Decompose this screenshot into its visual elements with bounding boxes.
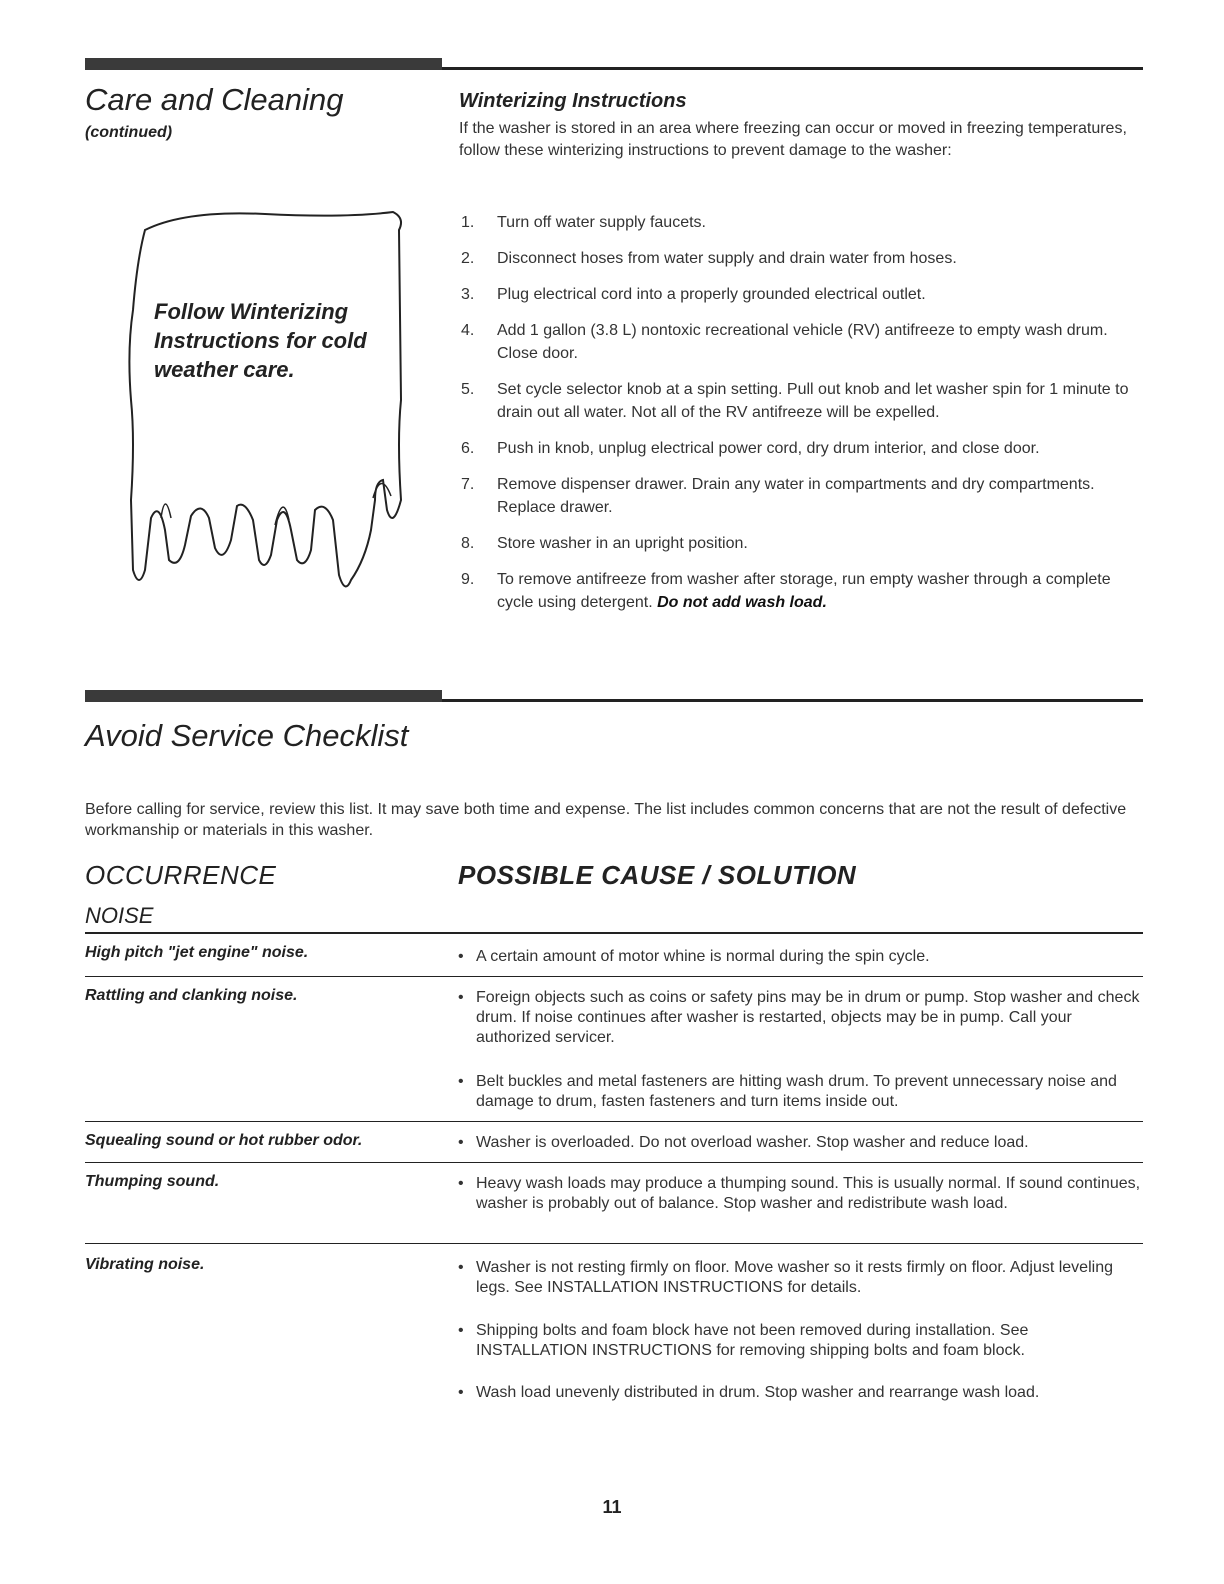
step-item <box>459 378 1139 424</box>
bullet-icon: • <box>458 1073 464 1090</box>
bullet-icon: • <box>458 948 464 965</box>
step-emphasis: Do not add wash load. <box>657 594 827 611</box>
occurrence-label: Vibrating noise. <box>85 1256 205 1273</box>
solution-text: Shipping bolts and foam block have not been removed during installation. See INSTALLATION INSTRUCTIONS for removing shipping bolts and foam block. <box>476 1322 1029 1359</box>
step-item <box>459 473 1139 519</box>
solution-text: Belt buckles and metal fasteners are hitting wash drum. To prevent unnecessary noise and damage to drum, fasten fasteners and turn items inside out. <box>476 1073 1117 1110</box>
solution-item <box>458 1174 1144 1214</box>
step-text: To remove antifreeze from washer after storage, run empty washer through a complete cycle using detergent. <box>497 571 1111 611</box>
step-number: 9. <box>461 571 475 588</box>
callout-text: Follow Winterizing Instructions for cold weather care. <box>154 299 367 382</box>
occurrence-label: High pitch "jet engine" noise. <box>85 944 309 961</box>
step-item <box>459 247 1139 270</box>
occurrence-label: Rattling and clanking noise. <box>85 987 298 1004</box>
solution-text: Washer is not resting firmly on floor. Move washer so it rests firmly on floor. Adjust leveling legs. See INSTALLATION INSTRUCTIONS for details. <box>476 1259 1113 1296</box>
care-subtitle: (continued) <box>85 124 173 141</box>
solution-item <box>458 1383 1144 1403</box>
section-rule-top <box>85 58 1143 70</box>
winterizing-steps <box>459 211 1139 627</box>
section-rule-checklist <box>85 690 1143 702</box>
column-header-solution: POSSIBLE CAUSE / SOLUTION <box>458 860 857 890</box>
solution-text: Washer is overloaded. Do not overload washer. Stop washer and reduce load. <box>476 1134 1029 1151</box>
solution-item <box>458 1321 1144 1361</box>
occurrence-label: Thumping sound. <box>85 1173 220 1190</box>
row-divider <box>85 1162 1143 1163</box>
solution-text: Wash load unevenly distributed in drum. Stop washer and rearrange wash load. <box>476 1384 1040 1401</box>
winterizing-heading: Winterizing Instructions <box>459 90 687 112</box>
row-divider <box>85 1243 1143 1244</box>
rule-bar <box>85 690 442 702</box>
step-number: 4. <box>461 322 475 339</box>
step-item <box>459 437 1139 460</box>
step-item <box>459 211 1139 234</box>
occurrence-label: Squealing sound or hot rubber odor. <box>85 1132 363 1149</box>
step-text: Remove dispenser drawer. Drain any water in compartments and dry compartments. Replace drawer. <box>497 476 1095 516</box>
step-item <box>459 283 1139 306</box>
checklist-intro: Before calling for service, review this list. It may save both time and expense. The list includes common concerns that are not the result of defective workmanship or materials in this washer. <box>85 801 1127 839</box>
solution-item <box>458 1133 1144 1153</box>
bullet-icon: • <box>458 1175 464 1192</box>
solution-text: Heavy wash loads may produce a thumping sound. This is usually normal. If sound continues, washer is probably out of balance. Stop washer and redistribute wash load. <box>476 1175 1141 1212</box>
solution-text: Foreign objects such as coins or safety pins may be in drum or pump. Stop washer and check drum. If noise continues after washer is restarted, objects may be in pump. Call your authorized servicer. <box>476 989 1140 1046</box>
bullet-icon: • <box>458 1384 464 1401</box>
bullet-icon: • <box>458 989 464 1006</box>
step-text: Add 1 gallon (3.8 L) nontoxic recreational vehicle (RV) antifreeze to empty wash drum. Close door. <box>497 322 1108 362</box>
solution-item <box>458 947 1144 967</box>
rule-line <box>442 699 1143 702</box>
bullet-icon: • <box>458 1259 464 1276</box>
row-divider <box>85 976 1143 977</box>
step-text: Plug electrical cord into a properly grounded electrical outlet. <box>497 286 926 303</box>
bullet-icon: • <box>458 1322 464 1339</box>
checklist-title: Avoid Service Checklist <box>85 718 409 753</box>
category-noise: NOISE <box>85 903 154 928</box>
row-divider <box>85 932 1143 934</box>
step-number: 3. <box>461 286 475 303</box>
step-item <box>459 568 1139 614</box>
step-item <box>459 319 1139 365</box>
solution-item <box>458 1072 1144 1112</box>
column-header-occurrence: OCCURRENCE <box>85 860 277 890</box>
winterizing-intro: If the washer is stored in an area where freezing can occur or moved in freezing temperatures, follow these winterizing instructions to prevent damage to the washer: <box>459 120 1127 159</box>
step-text: Turn off water supply faucets. <box>497 214 706 231</box>
step-number: 1. <box>461 214 475 231</box>
page-number: 11 <box>602 1497 622 1517</box>
step-text: Store washer in an upright position. <box>497 535 748 552</box>
icicle-callout-frame <box>125 200 410 610</box>
row-divider <box>85 1121 1143 1122</box>
solution-item <box>458 988 1144 1048</box>
solution-text: A certain amount of motor whine is normal during the spin cycle. <box>476 948 930 965</box>
step-number: 5. <box>461 381 475 398</box>
care-title: Care and Cleaning <box>85 82 344 117</box>
step-text: Set cycle selector knob at a spin setting. Pull out knob and let washer spin for 1 minute to drain out all water. Not all of the RV antifreeze will be expelled. <box>497 381 1129 421</box>
rule-line <box>442 67 1143 70</box>
step-number: 2. <box>461 250 475 267</box>
step-number: 7. <box>461 476 475 493</box>
step-item <box>459 532 1139 555</box>
step-number: 6. <box>461 440 475 457</box>
step-text: Push in knob, unplug electrical power cord, dry drum interior, and close door. <box>497 440 1040 457</box>
bullet-icon: • <box>458 1134 464 1151</box>
step-text: Disconnect hoses from water supply and drain water from hoses. <box>497 250 957 267</box>
solution-item <box>458 1258 1144 1298</box>
rule-bar <box>85 58 442 70</box>
step-number: 8. <box>461 535 475 552</box>
